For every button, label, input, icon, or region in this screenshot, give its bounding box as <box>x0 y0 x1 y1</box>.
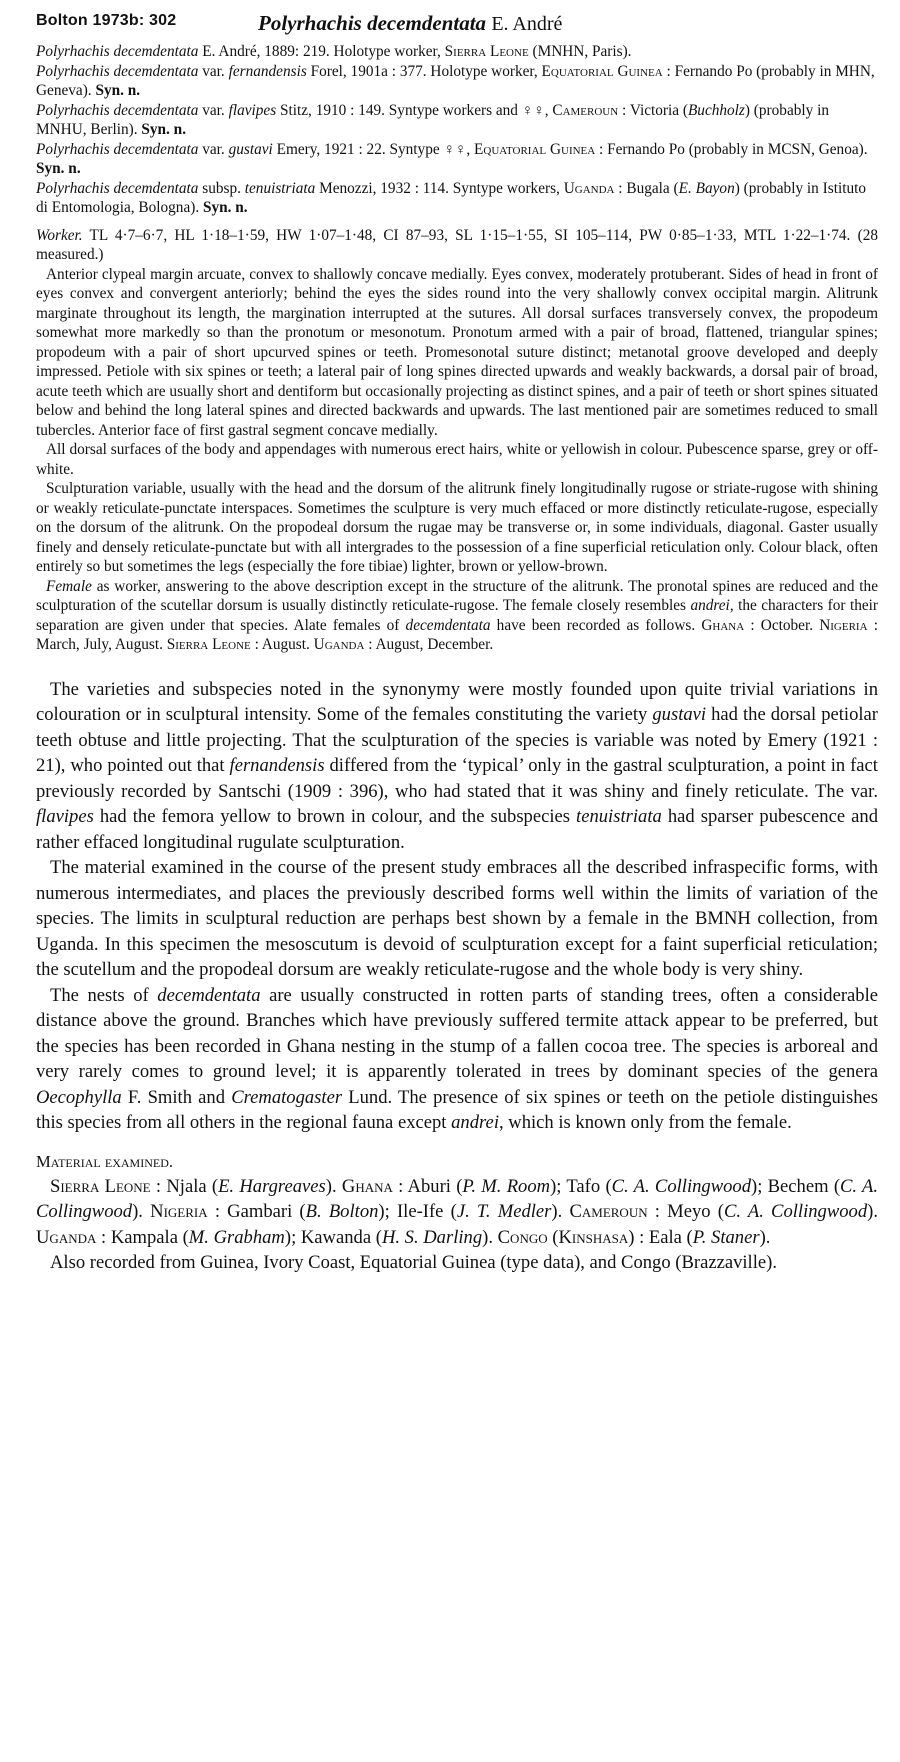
material-also: Also recorded from Guinea, Ivory Coast, Equatorial Guinea (type data), and Congo (Brazzaville). <box>50 1252 777 1273</box>
discussion-text: F. Smith and <box>121 1086 232 1108</box>
worker-measurements <box>36 226 878 265</box>
synonymy-text: subsp. <box>198 179 245 197</box>
material-collector: C. A. Collingwood <box>36 1175 879 1222</box>
synonymy-text: var. <box>198 140 229 158</box>
discussion-text: differed from the ‘typical’ only in the gastral sculpturation, a point in fact previously recorded by Santschi (1909 : 396), who had stated that it was shiny and finely reticulate. The var. <box>36 755 878 802</box>
synonymy-entry <box>36 62 878 101</box>
discussion-text: are usually constructed in rotten parts of standing trees, often a considerable distance above the ground. Branches which have previously suffered termite attack appear to be preferred, but the species has been recorded in Ghana nesting in the stump of a fallen cocoa tree. The species is arboreal and very rarely comes to ground level; it is apparently tolerated in trees by dominant species of the genera <box>36 984 878 1082</box>
discussion-text: The nests of <box>50 984 158 1006</box>
material-locality: Ghana <box>341 1175 393 1197</box>
material-text: ); Bechem ( <box>751 1175 841 1197</box>
material-collector: H. S. Darling <box>381 1226 483 1248</box>
material-site: : Eala ( <box>634 1226 693 1248</box>
taxon-name: fernandensis <box>229 755 325 776</box>
page-reference: Bolton 1973b: 302 <box>36 12 177 29</box>
material-records <box>36 1174 878 1251</box>
material-locality: Sierra Leone <box>50 1175 151 1197</box>
discussion-text: had sparser pubescence and rather effaced longitudinal rugulate sculpturation. <box>36 806 878 853</box>
synonymy-text: var. <box>198 62 229 80</box>
worker-sculpture: Sculpturation variable, usually with the head and the dorsum of the alitrunk finely longitudinally rugose or striate-rugose with shining or weakly reticulate-punctate interspaces. Sometimes the sculpture is very much effaced or more distinctly reticulate-rugose, especially on the dorsum of the alitrunk. On the propodeal dorsum the rugae may be transverse or, in some individuals, diagonal. Gaster usually finely and densely reticulate-punctate but with all intergrades to the possession of a fine superficial reticulation only. Colour black, often entirely so but sometimes the legs (especially the fore tibiae) lighter, brown or yellow-brown. <box>36 480 878 575</box>
synonymy-collector: E. Bayon <box>678 179 735 197</box>
material-collector: P. M. Room <box>462 1175 551 1197</box>
female-decem: decemdentata <box>405 616 491 634</box>
description-section <box>36 226 878 655</box>
discussion-text: , which is known only from the female. <box>498 1112 792 1133</box>
synonymy-taxon: Polyrhachis decemdentata <box>36 179 199 197</box>
worker-measurement-values: TL 4·7–6·7, HL 1·18–1·59, HW 1·07–1·48, CI 87–93, SL 1·15–1·55, SI 105–114, PW 0·85–1·33, MTL 1·22–1·74. (28 measured.) <box>36 226 878 263</box>
record-locality: Ghana <box>701 616 745 634</box>
synonymy-entry <box>36 42 878 62</box>
worker-pilosity: All dorsal surfaces of the body and appendages with numerous erect hairs, white or yellowish in colour. Pubescence sparse, grey or off-white. <box>36 441 878 478</box>
material-locality: Congo (Kinshasa) <box>497 1226 635 1248</box>
material-site: : Gambari ( <box>207 1201 306 1222</box>
female-label: Female <box>46 577 92 595</box>
material-collector: P. Staner <box>692 1226 760 1248</box>
syn-n-label: Syn. n. <box>141 121 187 138</box>
material-text: ). <box>759 1226 771 1248</box>
synonymy-taxon: Polyrhachis decemdentata <box>36 43 199 60</box>
title-taxon: Polyrhachis decemdentata <box>258 11 487 35</box>
synonymy-entry <box>36 179 878 218</box>
syn-n-label: Syn. n. <box>202 199 248 216</box>
female-andrei: andrei <box>690 597 730 614</box>
syn-n-label: Syn. n. <box>95 82 141 99</box>
synonymy-text: : Victoria ( <box>618 101 688 119</box>
taxon-name: decemdentata <box>157 984 261 1006</box>
material-text: ); Ile-Ife ( <box>378 1201 457 1222</box>
material-site: ( <box>605 1175 612 1197</box>
synonymy-text: Emery, 1921 : 22. Syntype ♀♀, <box>272 140 475 158</box>
record-locality: Nigeria <box>819 616 868 634</box>
synonymy-entry <box>36 140 878 179</box>
material-text: ). <box>551 1201 570 1222</box>
discussion-text: had the femora yellow to brown in colour, and the subspecies <box>93 806 577 827</box>
title-author: E. André <box>491 13 563 35</box>
record-locality: Uganda <box>313 636 365 653</box>
synonymy-locality: Cameroun <box>552 101 619 119</box>
material-collector: E. Hargreaves <box>218 1175 326 1197</box>
female-text-b: , the characters for their separation are given under that species. Alate females of <box>36 597 878 634</box>
material-text: ). <box>867 1201 878 1222</box>
synonymy-entry <box>36 101 878 140</box>
material-heading: Material examined. <box>36 1151 174 1171</box>
page-header <box>36 8 878 42</box>
material-locality: Nigeria <box>150 1201 208 1222</box>
synonymy-locality: Equatorial Guinea <box>474 140 596 158</box>
record-dates: : October. <box>744 616 820 634</box>
taxon-name: Oecophylla <box>36 1086 122 1108</box>
page-title <box>258 11 562 36</box>
taxon-name: flavipes <box>36 806 94 827</box>
synonymy-text: ) (probably in MNHU, Berlin). <box>36 101 830 138</box>
synonymy-form: gustavi <box>228 140 273 158</box>
material-site: : Njala ( <box>150 1175 219 1197</box>
discussion-para-2: The material examined in the course of the present study embraces all the described infraspecific forms, with numerous intermediates, and places the previously described forms well within the limits of variation of the species. The limits in sculptural reduction are perhaps best shown by a female in the BMNH collection, from Uganda. In this specimen the mesoscutum is devoid of sculpturation except for a faint superficial reticulation; the scutellum and the propodeal dorsum are weakly reticulate-rugose and the whole body is very shiny. <box>36 857 878 980</box>
synonymy-text: Stitz, 1910 : 149. Syntype workers and ♀♀, <box>276 101 553 119</box>
synonymy-locality: Equatorial Guinea <box>541 62 663 80</box>
material-collector: C. A. Collingwood <box>611 1175 751 1197</box>
material-locality: Uganda <box>36 1226 97 1248</box>
synonymy-locality: Sierra Leone <box>444 43 529 60</box>
synonymy-form: fernandensis <box>228 62 307 80</box>
synonymy-text: ) (probably in Istituto di Entomologia, Bologna). <box>36 179 866 216</box>
material-text: ). <box>132 1201 151 1222</box>
synonymy-locality: Uganda <box>563 179 615 197</box>
synonymy-text: : Bugala ( <box>614 179 679 197</box>
synonymy-text: var. <box>198 101 229 119</box>
synonymy-text: Menozzi, 1932 : 114. Syntype workers, <box>315 179 564 197</box>
discussion-para-1 <box>36 677 878 856</box>
worker-description: Anterior clypeal margin arcuate, convex to shallowly concave medially. Eyes convex, moderately protuberant. Sides of head in front of eyes convex and convergent anteriorly; behind the eyes the sides round into the very shallowly convex occipital margin. Alitrunk marginate throughout its length, the margination interrupted at the sutures. All dorsal surfaces transversely convex, the propodeum somewhat more markedly so than the pronotum or mesonotum. Pronotum armed with a pair of broad, flattened, triangular spines; propodeum with a pair of short upcurved spines or teeth. Promesonotal suture distinct; metanotal groove developed and deeply impressed. Petiole with six spines or teeth; a lateral pair of long spines directed upwards and weakly backwards, a dorsal pair of broad, acute teeth which are usually short and dentiform but occasionally projecting as distinct spines, and a pair of teeth or short spines situated below and behind the long lateral spines and directed backwards and upwards. The last mentioned pair are sometimes reduced to small tubercles. Anterior face of first gastral segment concave medially. <box>36 265 878 439</box>
synonymy-text: (MNHN, Paris). <box>528 43 632 60</box>
synonymy-taxon: Polyrhachis decemdentata <box>36 101 199 119</box>
material-site: : Aburi ( <box>392 1175 463 1197</box>
material-site: : Kampala ( <box>96 1226 189 1248</box>
taxon-name: andrei <box>451 1112 499 1133</box>
material-collector: M. Grabham <box>188 1226 285 1248</box>
taxon-name: Crematogaster <box>231 1086 343 1108</box>
material-text: ). <box>482 1226 498 1248</box>
material-collector: J. T. Medler <box>456 1201 552 1222</box>
material-text: ); Kawanda ( <box>284 1226 382 1248</box>
discussion-section <box>36 677 878 1276</box>
synonymy-text: E. André, 1889: 219. Holotype worker, <box>198 43 445 60</box>
material-collector: C. A. Collingwood <box>723 1201 868 1222</box>
synonymy-list <box>36 42 878 218</box>
record-dates: : March, July, August. <box>36 616 878 653</box>
discussion-para-3 <box>36 983 878 1136</box>
synonymy-taxon: Polyrhachis decemdentata <box>36 140 199 158</box>
material-text: ); Tafo <box>550 1175 606 1197</box>
material-text: ). <box>325 1175 342 1197</box>
material-locality: Cameroun <box>569 1201 648 1222</box>
taxon-name: gustavi <box>652 704 707 725</box>
discussion-text: The varieties and subspecies noted in the synonymy were mostly founded upon quite trivial variations in colouration or in sculptural intensity. Some of the females constituting the variety <box>36 678 878 725</box>
syn-n-label: Syn. n. <box>36 160 81 177</box>
discussion-text: had the dorsal petiolar teeth obtuse and little projecting. That the sculpturation of the species is variable was noted by Emery (1921 : 21), who pointed out that <box>36 704 879 776</box>
taxon-name: tenuistriata <box>576 806 662 827</box>
synonymy-taxon: Polyrhachis decemdentata <box>36 62 199 80</box>
material-collector: B. Bolton <box>305 1201 379 1222</box>
synonymy-form: flavipes <box>228 101 277 119</box>
discussion-text: Lund. The presence of six spines or teeth on the petiole distinguishes this species from all others in the regional fauna except <box>36 1086 878 1133</box>
record-dates: : August, December. <box>364 636 494 653</box>
material-site: : Meyo ( <box>647 1201 724 1222</box>
female-description <box>36 577 878 655</box>
synonymy-text: : Fernando Po (probably in MCSN, Genoa). <box>595 140 868 158</box>
record-locality: Sierra Leone <box>166 636 251 653</box>
synonymy-collector: Buchholz <box>687 101 745 119</box>
worker-label: Worker. <box>36 226 83 244</box>
synonymy-text: : Fernando Po (probably in MHN, Geneva). <box>36 62 875 99</box>
synonymy-text: Forel, 1901a : 377. Holotype worker, <box>306 62 542 80</box>
female-text-c: have been recorded as follows. <box>490 616 696 634</box>
record-dates: : August. <box>250 636 314 653</box>
female-text-a: as worker, answering to the above description except in the structure of the alitrunk. The pronotal spines are reduced and the sculpturation of the scutellar dorsum is usually distinctly reticulate-rugose. The female closely resembles <box>36 577 878 614</box>
synonymy-form: tenuistriata <box>244 179 316 197</box>
